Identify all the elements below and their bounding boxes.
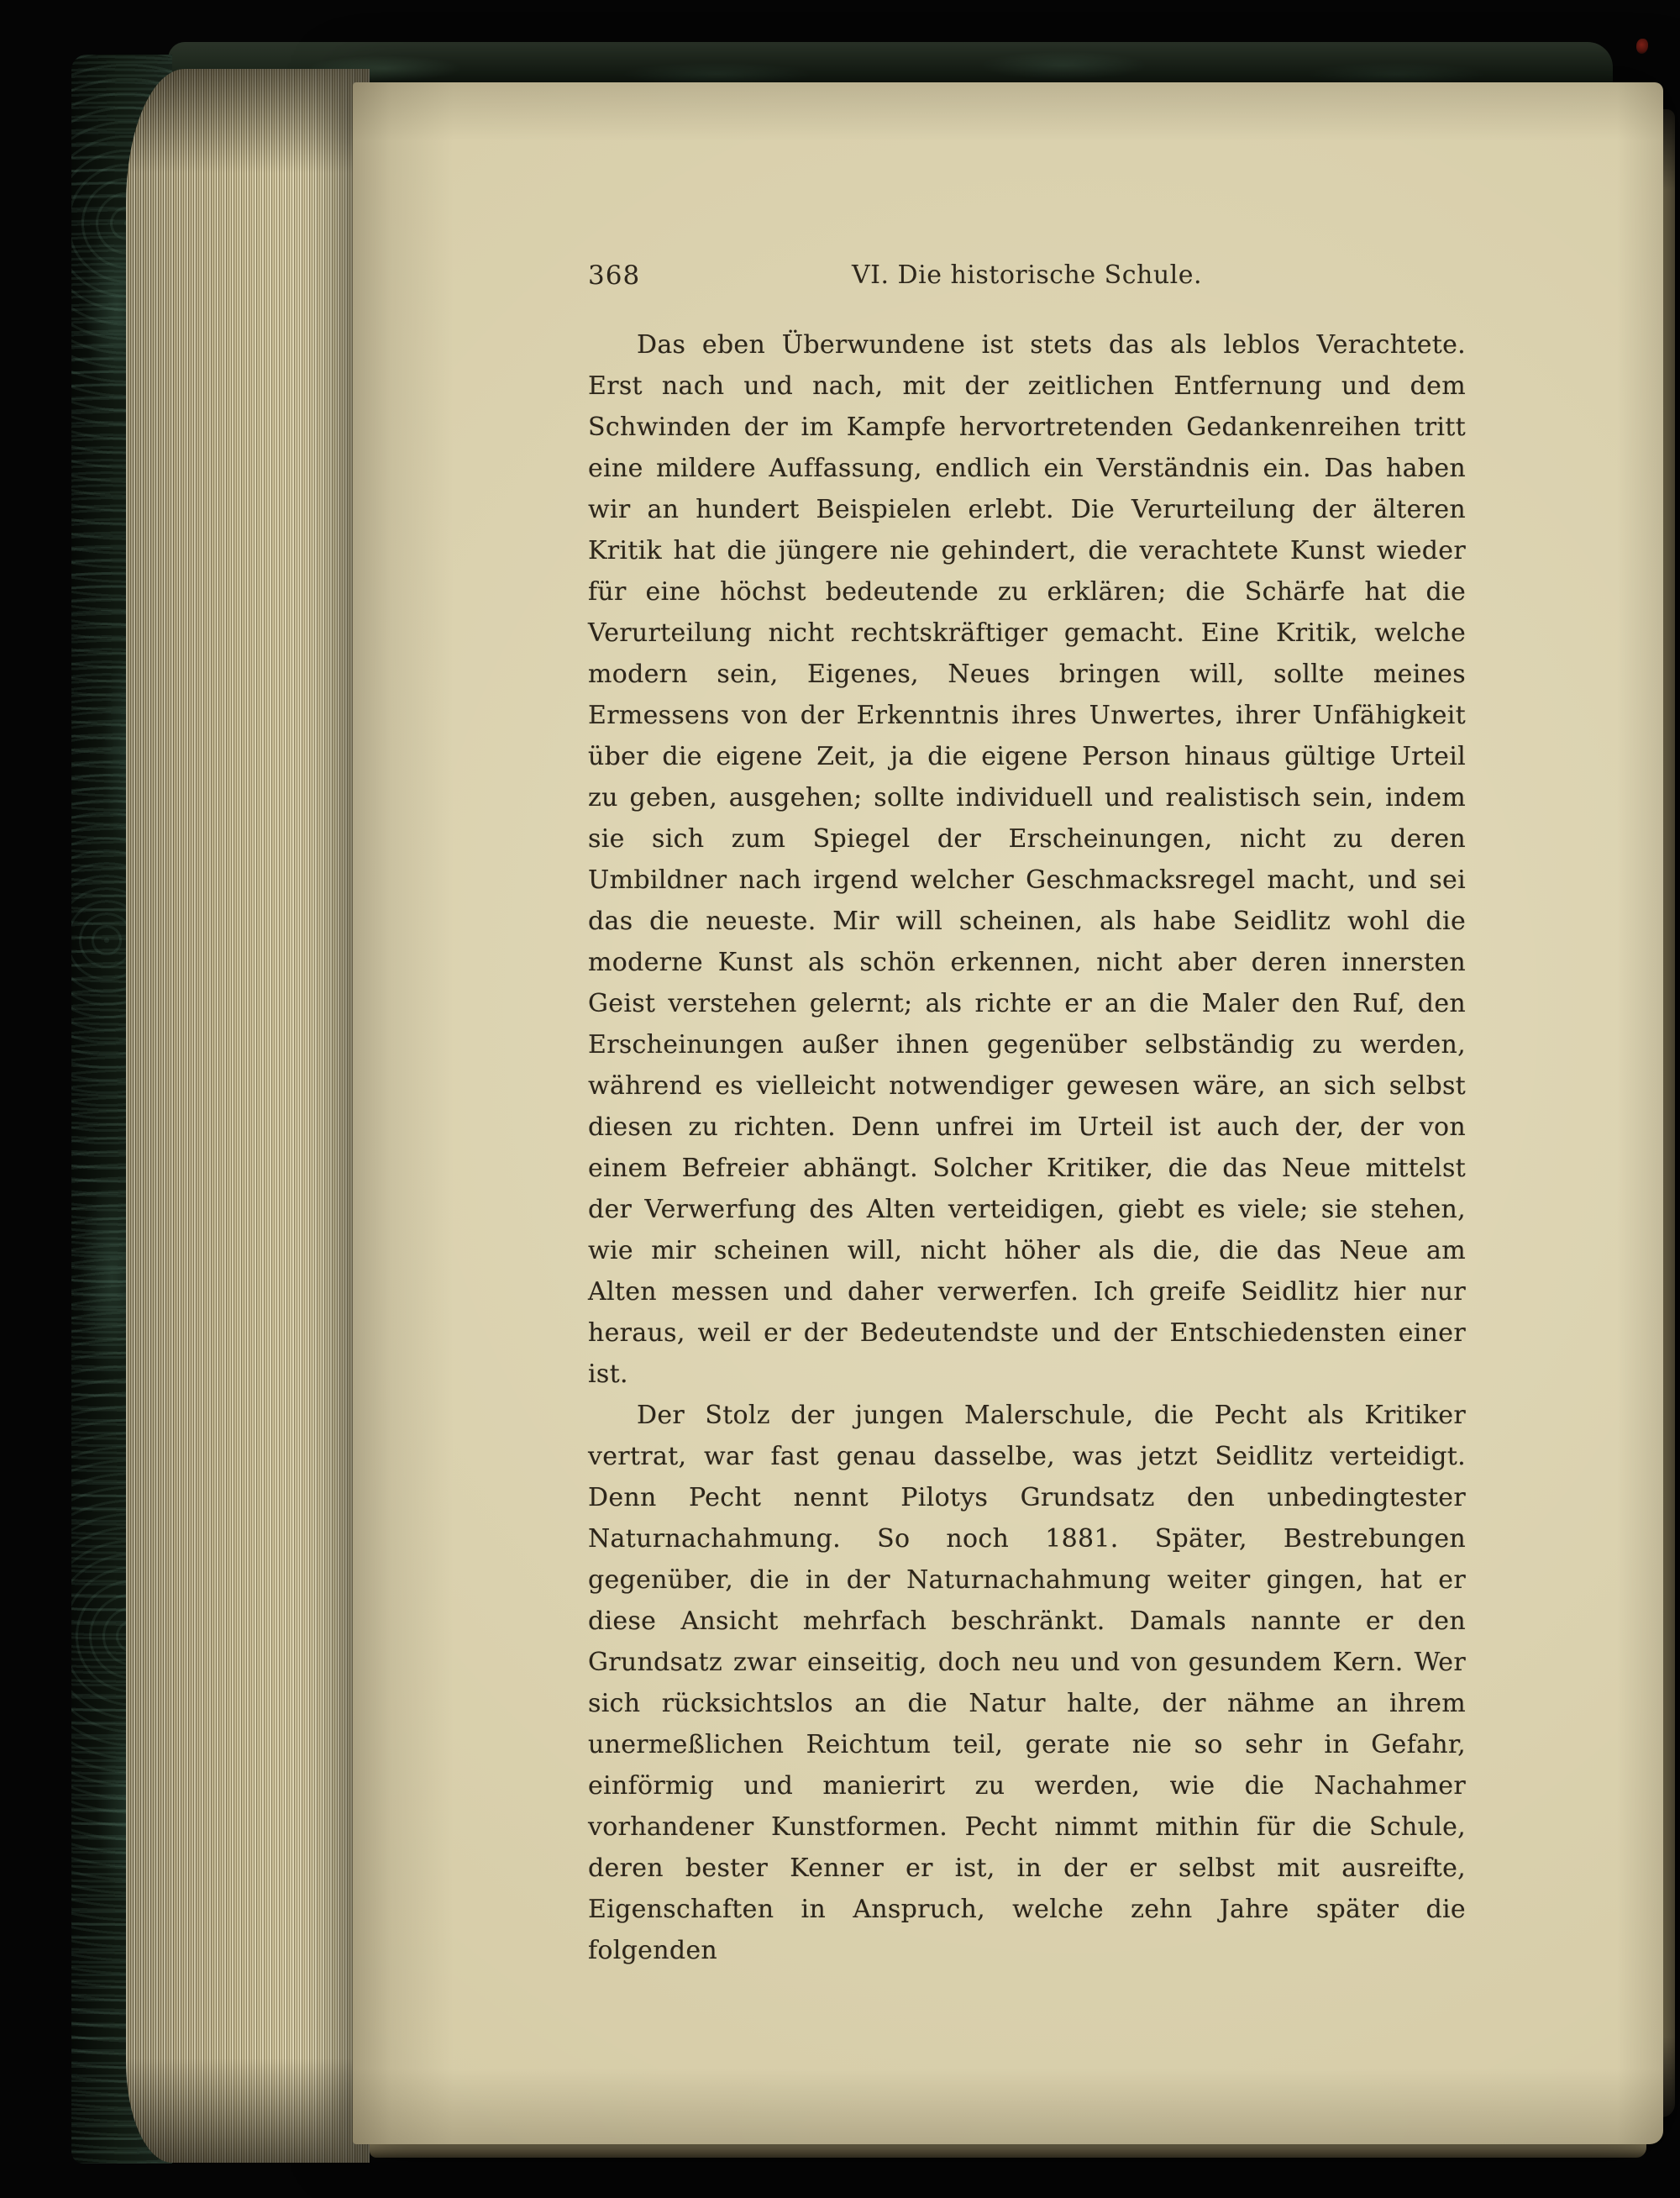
book-page [353, 82, 1663, 2144]
paragraph: Das eben Überwundene ist stets das als leblos Verachtete. Erst nach und nach, mit der zeitlichen Entfernung und dem Schwinden der im Kampfe hervortretenden Gedankenreihen tritt eine mildere Auffassung, endlich ein Verständnis ein. Das haben wir an hundert Beispielen erlebt. Die Verurteilung der älteren Kritik hat die jüngere nie gehindert, die verachtete Kunst wieder für eine höchst bedeutende zu erklären; die Schärfe hat die Verurteilung nicht rechtskräftiger gemacht. Eine Kritik, welche modern sein, Eigenes, Neues bringen will, sollte meines Ermessens von der Erkenntnis ihres Unwertes, ihrer Unfähigkeit über die eigene Zeit, ja die eigene Person hinaus gültige Urteil zu geben, ausgehen; sollte individuell und realistisch sein, indem sie sich zum Spiegel der Erscheinungen, nicht zu deren Umbildner nach irgend welcher Geschmacksregel macht, und sei das die neueste. Mir will scheinen, als habe Seidlitz wohl die moderne Kunst als schön erkennen, nicht aber deren innersten Geist verstehen gelernt; als richte er an die Maler den Ruf, den Erscheinungen außer ihnen gegenüber selbständig zu werden, während es vielleicht notwendiger gewesen wäre, an sich selbst diesen zu richten. Denn unfrei im Urteil ist auch der, der von einem Befreier abhängt. Solcher Kritiker, die das Neue mittelst der Verwerfung des Alten verteidigen, giebt es viele; sie stehen, wie mir scheinen will, nicht höher als die, die das Neue am Alten messen und daher verwerfen. Ich greife Seidlitz hier nur heraus, weil er der Bedeutendste und der Entschiedensten einer ist. [588, 330, 1466, 1389]
page-text-block [588, 324, 1466, 1971]
page-edges-stack [126, 69, 370, 2163]
running-header: VI. Die historische Schule. [851, 260, 1203, 290]
page-number: 368 [588, 260, 641, 291]
paragraph: Der Stolz der jungen Malerschule, die Pecht als Kritiker vertrat, war fast genau dasselbe, was jetzt Seidlitz verteidigt. Denn Pecht nennt Pilotys Grundsatz den unbedingtester Naturnachahmung. So noch 1881. Später, Bestrebungen gegenüber, die in der Naturnachahmung weiter gingen, hat er diese Ansicht mehrfach beschränkt. Damals nannte er den Grundsatz zwar einseitig, doch neu und von gesundem Kern. Wer sich rücksichtslos an die Natur halte, der nähme an ihrem unermeßlichen Reichtum teil, gerate nie so sehr in Gefahr, einförmig und manierirt zu werden, wie die Nachahmer vorhandener Kunstformen. Pecht nimmt mithin für die Schule, deren bester Kenner er ist, in der er selbst mit ausreifte, Eigenschaften in Anspruch, welche zehn Jahre später die folgenden [588, 1401, 1466, 1965]
page-header [588, 260, 1466, 297]
ink-speck [1636, 39, 1648, 54]
